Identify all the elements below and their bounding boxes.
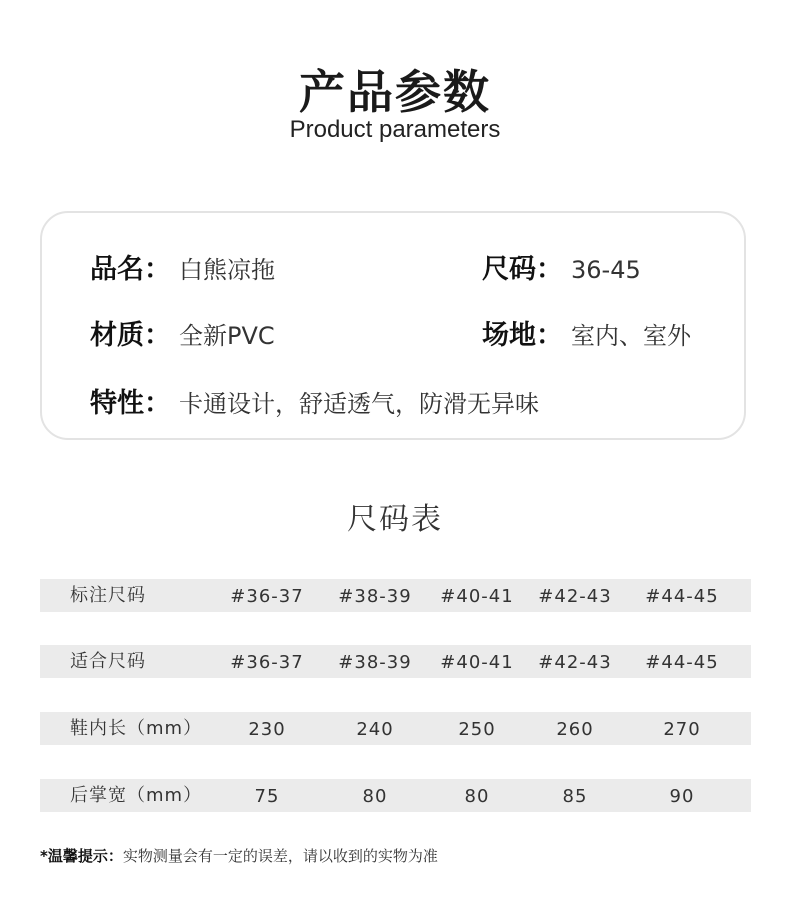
- size-cell: #38-39: [338, 586, 412, 607]
- size-row-marked: [40, 579, 751, 612]
- size-cell: #44-45: [645, 652, 719, 673]
- param-features: [90, 381, 539, 420]
- size-cell: #44-45: [645, 586, 719, 607]
- param-venue-value: 室内、室外: [571, 322, 691, 350]
- size-cell: 250: [458, 719, 496, 740]
- size-row-label: 适合尺码: [70, 651, 146, 672]
- warm-tip-label: *温馨提示：: [40, 847, 123, 865]
- param-material-label: 材质：: [90, 320, 171, 351]
- param-size-label: 尺码：: [482, 254, 563, 285]
- size-cell: #36-37: [230, 586, 304, 607]
- param-material-value: 全新PVC: [179, 322, 275, 350]
- size-row-label: 鞋内长（mm）: [70, 718, 203, 739]
- size-cell: 240: [356, 719, 394, 740]
- param-features-label: 特性：: [90, 388, 171, 419]
- size-cell: #40-41: [440, 652, 514, 673]
- param-material: [90, 313, 275, 352]
- size-cell: 90: [669, 786, 695, 807]
- size-cell: 85: [562, 786, 588, 807]
- warm-tip-text: 实物测量会有一定的误差，请以收到的实物为准: [122, 847, 438, 865]
- param-size-value: 36-45: [571, 256, 641, 284]
- size-cell: #38-39: [338, 652, 412, 673]
- size-row-inner-length: [40, 712, 751, 745]
- page-title: 产品参数: [299, 65, 491, 119]
- size-cell: #40-41: [440, 586, 514, 607]
- param-venue-label: 场地：: [482, 320, 563, 351]
- size-cell: #36-37: [230, 652, 304, 673]
- page-subtitle: Product parameters: [289, 116, 501, 143]
- size-cell: 230: [248, 719, 286, 740]
- size-cell: #42-43: [538, 652, 612, 673]
- param-name: [90, 247, 275, 286]
- param-features-value: 卡通设计，舒适透气，防滑无异味: [179, 390, 539, 418]
- param-venue: [482, 313, 691, 352]
- size-row-label: 后掌宽（mm）: [70, 785, 203, 806]
- warm-tip: [40, 845, 438, 866]
- size-row-fit: [40, 645, 751, 678]
- size-row-heel-width: [40, 779, 751, 812]
- size-cell: #42-43: [538, 586, 612, 607]
- product-params-card: [40, 211, 746, 440]
- param-name-value: 白熊凉拖: [179, 256, 275, 284]
- size-cell: 80: [464, 786, 490, 807]
- size-cell: 270: [663, 719, 701, 740]
- size-cell: 75: [254, 786, 280, 807]
- size-row-label: 标注尺码: [70, 585, 146, 606]
- param-size: [482, 247, 641, 286]
- param-name-label: 品名：: [90, 254, 171, 285]
- size-cell: 260: [556, 719, 594, 740]
- size-table-title: 尺码表: [347, 502, 443, 537]
- size-cell: 80: [362, 786, 388, 807]
